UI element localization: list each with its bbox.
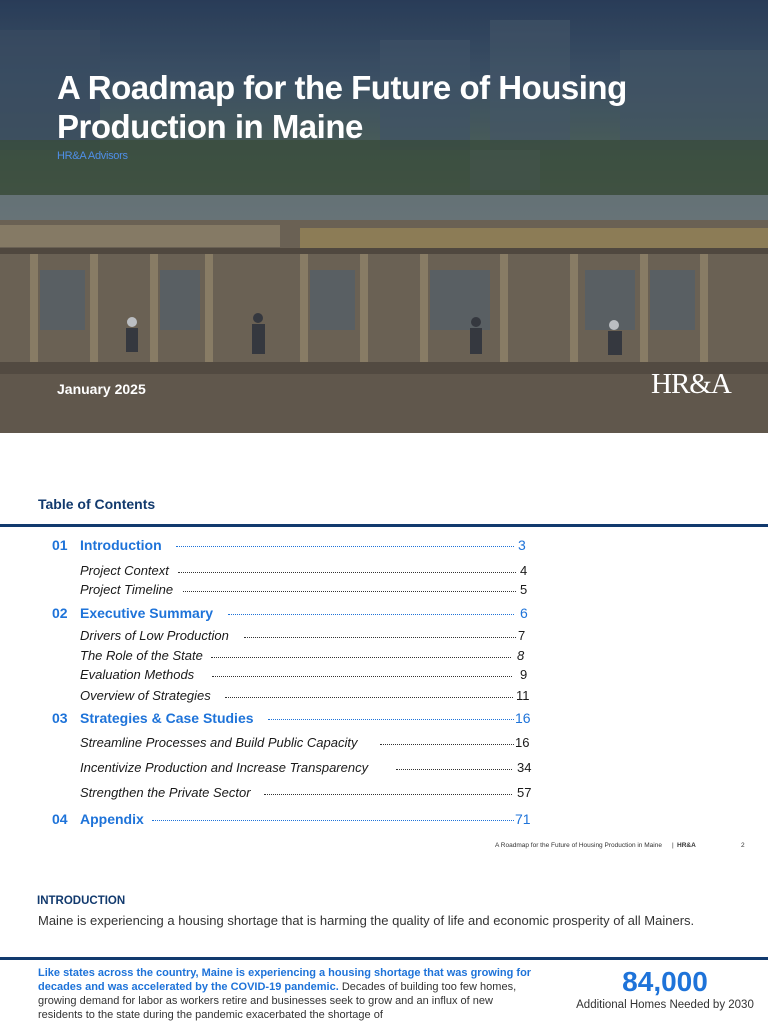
toc-entry-appendix[interactable]: [0, 811, 768, 831]
intro-paragraph-body: Decades of building too few homes, growing demand for labor as workers retire and businesses seek to grow and an influx of new residents to the state during the pandemic exacerbated the shortage of: [38, 981, 517, 1021]
footer-doc-title: A Roadmap for the Future of Housing Production in Maine: [495, 842, 662, 849]
toc-section-number: 03: [52, 710, 68, 726]
toc-entry-project-timeline[interactable]: [0, 582, 768, 602]
toc-page-number: 16: [515, 710, 531, 726]
stat-label: Additional Homes Needed by 2030: [576, 999, 754, 1011]
toc-entry-executive-summary[interactable]: [0, 605, 768, 625]
toc-entry-overview-of-strategies[interactable]: [0, 688, 768, 708]
cover-date: January 2025: [57, 381, 146, 397]
toc-page-number: 6: [520, 605, 528, 621]
cover-author: HR&A Advisors: [57, 150, 128, 162]
toc-page-number: 8: [517, 648, 525, 663]
intro-section-label: INTRODUCTION: [37, 895, 126, 907]
toc-divider: [0, 524, 768, 527]
toc-section-title: Introduction: [80, 537, 162, 553]
toc-page-number: 16: [515, 735, 530, 750]
toc-leader-dots: [264, 794, 512, 795]
footer-brand: HR&A: [677, 842, 696, 849]
toc-page-number: 11: [516, 688, 530, 703]
toc-subsection-title: The Role of the State: [80, 648, 203, 663]
toc-page-number: 57: [517, 785, 532, 800]
toc-leader-dots: [212, 676, 512, 677]
toc-leader-dots: [396, 769, 512, 770]
toc-page-number: 34: [517, 760, 532, 775]
toc-entry-evaluation-methods[interactable]: [0, 667, 768, 687]
toc-entry-incentivize-production[interactable]: [0, 760, 768, 780]
toc-subsection-title: Project Timeline: [80, 582, 174, 597]
cover-title: A Roadmap for the Future of Housing Production in Maine: [57, 69, 627, 145]
toc-entry-drivers-of-low-production[interactable]: [0, 628, 768, 648]
toc-entry-role-of-the-state[interactable]: [0, 648, 768, 668]
toc-leader-dots: [178, 572, 516, 573]
toc-leader-dots: [176, 546, 514, 547]
toc-subsection-title: Strengthen the Private Sector: [80, 785, 251, 800]
toc-page-number: 4: [520, 563, 528, 578]
intro-divider: [0, 957, 768, 960]
toc-leader-dots: [268, 719, 514, 720]
toc-entry-strengthen-private-sector[interactable]: [0, 785, 768, 805]
toc-leader-dots: [225, 697, 513, 698]
intro-paragraph: [38, 966, 534, 1022]
toc-section-number: 02: [52, 605, 68, 621]
toc-entry-streamline-processes[interactable]: [0, 735, 768, 755]
toc-section-number: 04: [52, 811, 68, 827]
toc-page-number: 9: [520, 667, 528, 682]
toc-entry-project-context[interactable]: [0, 563, 768, 583]
toc-subsection-title: Streamline Processes and Build Public Capacity: [80, 735, 358, 750]
cover-photo: [0, 0, 768, 433]
footer-separator: |: [672, 842, 674, 849]
toc-section-number: 01: [52, 537, 68, 553]
toc-page-number: 7: [518, 628, 526, 643]
toc-subsection-title: Evaluation Methods: [80, 667, 195, 682]
hra-logo: HR&A: [651, 368, 731, 400]
toc-leader-dots: [380, 744, 514, 745]
toc-page-number: 5: [520, 582, 528, 597]
toc-leader-dots: [152, 820, 514, 821]
toc-leader-dots: [183, 591, 516, 592]
toc-entry-introduction[interactable]: [0, 537, 768, 557]
toc-entry-strategies-case-studies[interactable]: [0, 710, 768, 730]
toc-section-title: Appendix: [80, 811, 144, 827]
toc-heading: Table of Contents: [38, 496, 156, 512]
toc-page-number: 3: [518, 537, 526, 553]
footer-page-number: 2: [741, 842, 745, 849]
intro-summary: Maine is experiencing a housing shortage that is harming the quality of life and economic prosperity of all Mainers.: [38, 913, 695, 928]
stat-value: 84,000: [622, 966, 708, 997]
toc-subsection-title: Overview of Strategies: [80, 688, 211, 703]
toc-subsection-title: Drivers of Low Production: [80, 628, 229, 643]
toc-section-title: Executive Summary: [80, 605, 214, 621]
toc-section-title: Strategies & Case Studies: [80, 710, 254, 726]
toc-leader-dots: [211, 657, 511, 658]
toc-subsection-title: Incentivize Production and Increase Transparency: [80, 760, 369, 775]
toc-leader-dots: [228, 614, 514, 615]
toc-leader-dots: [244, 637, 516, 638]
intro-paragraph-lead: Like states across the country, Maine is experiencing a housing shortage that was growing for decades and was accelerated by the COVID-19 pandemic.: [38, 967, 532, 993]
toc-subsection-title: Project Context: [80, 563, 169, 578]
toc-page-number: 71: [515, 811, 531, 827]
